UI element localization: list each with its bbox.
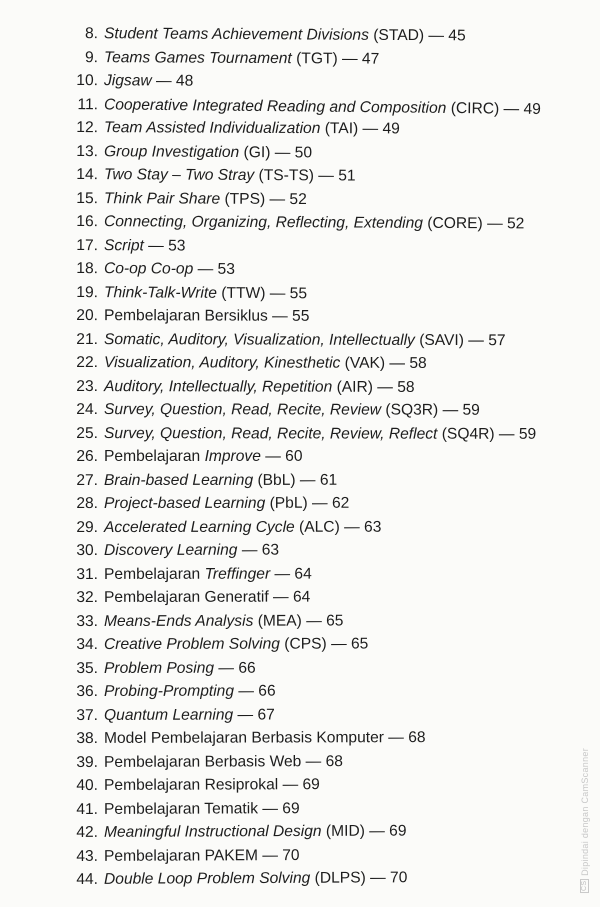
- toc-entry: [70, 375, 560, 400]
- entry-title-italic: Treffinger: [204, 565, 271, 583]
- toc-entry: [70, 351, 560, 376]
- toc-entry: [70, 445, 560, 469]
- entry-title-italic: Two Stay – Two Stray: [103, 166, 255, 184]
- entry-text: Pembelajaran: [104, 448, 205, 465]
- entry-title-italic: Survey, Question, Read, Recite, Review: [103, 401, 382, 419]
- entry-title-italic: Script: [103, 236, 144, 254]
- entry-title-italic: Somatic, Auditory, Visualization, Intellectually: [103, 330, 415, 349]
- toc-entry: [70, 304, 560, 329]
- entry-text: Pembelajaran Resiprokal — 69: [103, 776, 320, 794]
- entry-number: 34.: [76, 635, 99, 653]
- entry-number: 8.: [84, 25, 99, 43]
- entry-number: 28.: [76, 494, 99, 512]
- entry-suffix-page: (SQ4R) — 59: [437, 425, 537, 443]
- entry-number: 42.: [76, 823, 99, 841]
- entry-number: 32.: [76, 588, 99, 606]
- entry-title-italic: Auditory, Intellectually, Repetition: [103, 377, 333, 396]
- entry-number: 14.: [76, 166, 99, 184]
- toc-entry: [70, 515, 560, 539]
- entry-number: 25.: [76, 424, 99, 442]
- entry-text: Model Pembelajaran Berbasis Komputer — 68: [103, 729, 426, 747]
- entry-number: 20.: [76, 307, 99, 325]
- entry-suffix-page: — 63: [237, 541, 280, 559]
- toc-entry: [70, 281, 560, 307]
- entry-suffix-page: (CPS) — 65: [279, 635, 369, 653]
- entry-number: 40.: [76, 776, 99, 794]
- entry-number: 37.: [76, 706, 99, 724]
- toc-entry: [70, 819, 560, 845]
- toc-entry: [70, 562, 560, 586]
- entry-number: 22.: [76, 354, 99, 372]
- entry-suffix-page: (MEA) — 65: [253, 612, 344, 630]
- entry-text: Pembelajaran Tematik — 69: [103, 799, 300, 818]
- toc-entry: [70, 234, 560, 260]
- toc-entry: [70, 842, 560, 868]
- entry-title-italic: Think-Talk-Write: [103, 283, 217, 302]
- entry-number: 21.: [76, 330, 99, 348]
- entry-number: 18.: [76, 260, 99, 278]
- entry-number: 29.: [76, 518, 99, 536]
- entry-suffix-page: (VAK) — 58: [340, 354, 427, 372]
- toc-entry: [70, 46, 560, 72]
- toc-entry: [70, 22, 560, 48]
- scanner-watermark: [580, 748, 590, 896]
- entry-number: 43.: [76, 847, 99, 865]
- entry-suffix-page: (STAD) — 45: [368, 26, 466, 45]
- entry-title-italic: Student Teams Achievement Divisions: [103, 25, 369, 44]
- toc-entry: [70, 116, 560, 142]
- entry-text: Pembelajaran: [103, 565, 205, 583]
- entry-title-italic: Visualization, Auditory, Kinesthetic: [103, 354, 341, 372]
- entry-text: Pembelajaran PAKEM — 70: [103, 846, 300, 865]
- entry-number: 44.: [76, 870, 99, 888]
- entry-number: 27.: [76, 471, 99, 489]
- entry-title-italic: Discovery Learning: [103, 541, 238, 559]
- entry-title-italic: Brain-based Learning: [103, 471, 254, 489]
- entry-text: Pembelajaran Generatif — 64: [103, 588, 311, 606]
- entry-number: 39.: [76, 753, 99, 771]
- entry-title-italic: Connecting, Organizing, Reflecting, Extending: [103, 213, 424, 232]
- entry-number: 24.: [76, 401, 99, 419]
- entry-title-italic: Co-op Co-op: [103, 260, 194, 278]
- entry-title-italic: Probing-Prompting: [103, 682, 235, 700]
- entry-suffix-page: (SQ3R) — 59: [381, 401, 480, 419]
- table-of-contents: [70, 22, 560, 892]
- entry-suffix-page: (BbL) — 61: [253, 471, 338, 489]
- entry-number: 38.: [76, 729, 99, 747]
- entry-number: 30.: [76, 541, 99, 559]
- toc-entry: [70, 609, 560, 633]
- entry-number: 33.: [76, 612, 99, 630]
- toc-entry: [70, 796, 560, 821]
- entry-suffix-page: — 53: [143, 236, 186, 255]
- entry-title-italic: Improve: [204, 448, 261, 465]
- entry-title-italic: Problem Posing: [103, 659, 215, 677]
- entry-title-italic: Teams Games Tournament: [103, 48, 292, 67]
- toc-entry: [70, 492, 560, 516]
- entry-number: 35.: [76, 659, 99, 677]
- toc-entry: [70, 772, 560, 797]
- entry-suffix-page: (TGT) — 47: [291, 49, 380, 68]
- toc-entry: [70, 468, 560, 492]
- entry-number: 10.: [76, 72, 99, 90]
- entry-suffix-page: (TS-TS) — 51: [254, 166, 356, 185]
- entry-title-italic: Think Pair Share: [103, 189, 221, 208]
- toc-entry: [70, 726, 560, 751]
- entry-suffix-page: (TTW) — 55: [216, 284, 308, 302]
- toc-entry: [70, 679, 560, 703]
- entry-number: 23.: [76, 377, 99, 395]
- entry-number: 9.: [84, 48, 99, 66]
- camscanner-logo: CS: [581, 880, 588, 892]
- entry-text: Pembelajaran Berbasis Web — 68: [103, 752, 343, 771]
- entry-suffix-page: — 67: [233, 705, 275, 724]
- entry-title-italic: Cooperative Integrated Reading and Composition: [103, 95, 447, 117]
- entry-suffix-page: (ALC) — 63: [294, 518, 382, 536]
- entry-title-italic: Accelerated Learning Cycle: [103, 518, 295, 536]
- entry-title-italic: Creative Problem Solving: [103, 635, 280, 653]
- entry-number: 12.: [76, 119, 99, 137]
- entry-suffix-page: — 53: [193, 260, 235, 278]
- toc-entry: [70, 163, 560, 189]
- entry-number: 16.: [76, 213, 99, 231]
- entry-title-italic: Survey, Question, Read, Recite, Review, Reflect: [103, 424, 438, 443]
- entry-number: 15.: [76, 189, 99, 207]
- toc-entry: [70, 585, 560, 609]
- entry-suffix-page: — 66: [234, 682, 276, 700]
- entry-number: 19.: [76, 283, 99, 301]
- entry-number: 31.: [76, 565, 99, 583]
- entry-title-italic: Team Assisted Individualization: [103, 119, 321, 138]
- toc-entry: [70, 398, 560, 422]
- entry-suffix-page: (MID) — 69: [321, 822, 407, 840]
- toc-entry: [70, 422, 560, 446]
- watermark-text: Dipindai dengan CamScanner: [580, 748, 590, 876]
- toc-entry: [70, 632, 560, 656]
- entry-suffix-page: (GI) — 50: [239, 143, 313, 161]
- toc-entry: [70, 187, 560, 213]
- entry-title-italic: Meaningful Instructional Design: [103, 822, 322, 841]
- entry-title-italic: Group Investigation: [103, 142, 240, 161]
- entry-title-italic: Means-Ends Analysis: [103, 612, 254, 630]
- entry-suffix-page: (SAVI) — 57: [414, 331, 506, 349]
- entry-number: 11.: [77, 95, 99, 113]
- toc-entry: [70, 69, 560, 95]
- entry-title-italic: Project-based Learning: [103, 494, 266, 512]
- entry-title-italic: Quantum Learning: [103, 706, 234, 724]
- entry-number: 17.: [76, 236, 99, 254]
- toc-entry: [70, 656, 560, 680]
- toc-entry: [70, 328, 560, 353]
- entry-suffix-page: (CORE) — 52: [422, 214, 525, 233]
- entry-title-italic: Double Loop Problem Solving: [103, 869, 311, 888]
- entry-number: 41.: [76, 800, 99, 818]
- entry-suffix-page: — 60: [260, 448, 303, 465]
- toc-entry: [70, 257, 560, 283]
- toc-entry: [70, 702, 560, 727]
- entry-suffix-page: (TPS) — 52: [220, 190, 307, 208]
- toc-entry: [70, 749, 560, 774]
- entry-suffix-page: (AIR) — 58: [332, 378, 415, 396]
- toc-entry: [70, 538, 560, 562]
- entry-suffix-page: (DLPS) — 70: [310, 869, 408, 887]
- entry-suffix-page: (PbL) — 62: [265, 494, 350, 512]
- entry-suffix-page: (TAI) — 49: [320, 120, 400, 138]
- entry-text: Pembelajaran Bersiklus — 55: [103, 307, 310, 325]
- entry-number: 36.: [76, 682, 99, 700]
- entry-number: 13.: [76, 142, 99, 160]
- entry-suffix-page: (CIRC) — 49: [446, 99, 541, 118]
- entry-title-italic: Jigsaw: [103, 72, 152, 90]
- toc-entry: [70, 865, 560, 891]
- entry-suffix-page: — 64: [270, 565, 312, 583]
- entry-number: 26.: [76, 448, 98, 465]
- entry-suffix-page: — 48: [151, 72, 194, 90]
- toc-entry: [70, 210, 560, 236]
- entry-suffix-page: — 66: [214, 659, 256, 677]
- toc-entry: [70, 140, 560, 166]
